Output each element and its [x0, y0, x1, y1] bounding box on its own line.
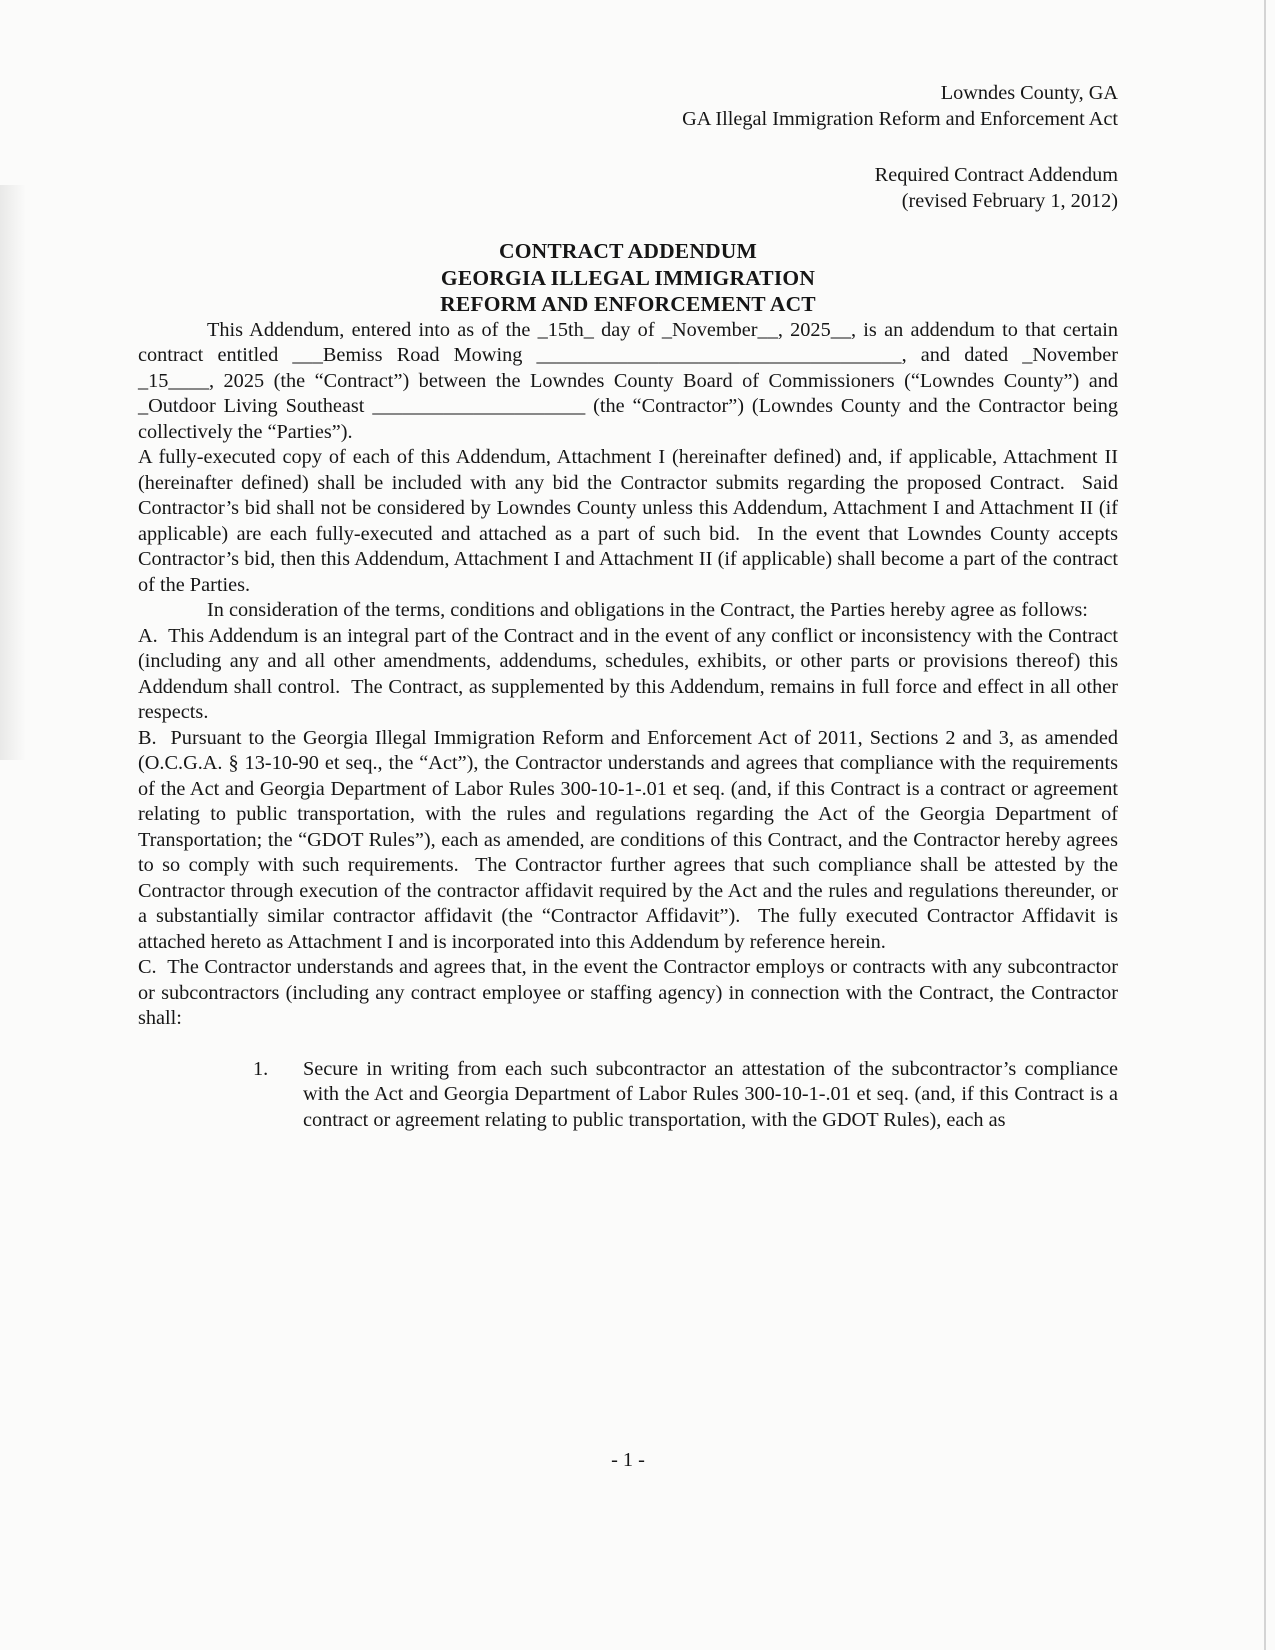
- list-item-number: 1.: [253, 1057, 269, 1080]
- section-c-paragraph: C. The Contractor understands and agrees that, in the event the Contractor employs or contracts with any subcontractor or subcontractors (including any contract employee or staffing agency) in connection with the Contract, the Contractor shall:: [138, 956, 1124, 1029]
- title-line-1: CONTRACT ADDENDUM: [498, 239, 758, 263]
- section-a-paragraph: A. This Addendum is an integral part of the Contract and in the event of any conflict or inconsistency with the Contract (including any and all other amendments, addendums, schedules, exhibits, or other parts or provisions thereof) this Addendum shall control. The Contract, as supplemented by this Addendum, remains in full force and effect in all other respects.: [138, 624, 1124, 723]
- header-agency-line-1: Lowndes County, GA: [940, 82, 1118, 104]
- consideration-paragraph: In consideration of the terms, conditions and obligations in the Contract, the Parties hereby agree as follows:: [207, 599, 1088, 621]
- header-addendum-line-2: (revised February 1, 2012): [901, 189, 1118, 212]
- list-item-text: Secure in writing from each such subcontractor an attestation of the subcontractor’s compliance with the Act and Georgia Department of Labor Rules 300-10-1-.01 et seq. (and, if this Contract is a contract or agreement relating to public transportation, with the GDOT Rules), each as: [303, 1057, 1124, 1131]
- intro-paragraph: This Addendum, entered into as of the _15th_ day of _November__, 2025__, is an addendum to that certain contract entitled ___Bemiss Road Mowing ____________________________________, and dated _November _15____, 2025 (the “Contract”) between the Lowndes County Board of Commissioners (“Lowndes County”) and _Outdoor Living Southeast _____________________ (the “Contractor”) (Lowndes County and the Contractor being collectively the “Parties”).: [138, 318, 1124, 443]
- document-header: [138, 81, 1118, 214]
- scan-edge-line: [1264, 0, 1266, 1650]
- page-number: - 1 -: [611, 1449, 645, 1471]
- scan-edge-shadow: [0, 185, 26, 760]
- header-agency-line-2: GA Illegal Immigration Reform and Enforcement Act: [682, 107, 1118, 130]
- header-addendum-line-1: Required Contract Addendum: [874, 164, 1118, 186]
- document-title: [138, 238, 1118, 318]
- title-line-2: GEORGIA ILLEGAL IMMIGRATION: [440, 265, 816, 290]
- section-b-paragraph: B. Pursuant to the Georgia Illegal Immigration Reform and Enforcement Act of 2011, Sections 2 and 3, as amended (O.C.G.A. § 13-10-90 et seq., the “Act”), the Contractor understands and agrees that compliance with the requirements of the Act and Georgia Department of Labor Rules 300-10-1-.01 et seq. (and, if this Contract is a contract or agreement relating to public transportation, with the rules and regulations regarding the Act of the Georgia Department of Transportation; the “GDOT Rules”), each as amended, are conditions of this Contract, and the Contractor hereby agrees to so comply with such requirements. The Contractor further agrees that such compliance shall be attested by the Contractor through execution of the contractor affidavit required by the Act and the rules and regulations thereunder, or a substantially similar contractor affidavit (the “Contractor Affidavit”). The fully executed Contractor Affidavit is attached hereto as Attachment I and is incorporated into this Addendum by reference herein.: [138, 726, 1124, 953]
- title-line-3: REFORM AND ENFORCEMENT ACT: [440, 292, 816, 316]
- list-item-1: [253, 1057, 1124, 1134]
- bid-requirement-paragraph: A fully-executed copy of each of this Addendum, Attachment I (hereinafter defined) and, if applicable, Attachment II (hereinafter defined) shall be included with any bid the Contractor submits regarding the proposed Contract. Said Contractor’s bid shall not be considered by Lowndes County unless this Addendum, Attachment I and Attachment II (if applicable) are each fully-executed and attached as a part of such bid. In the event that Lowndes County accepts Contractor’s bid, then this Addendum, Attachment I and Attachment II (if applicable) shall become a part of the contract of the Parties.: [138, 446, 1124, 596]
